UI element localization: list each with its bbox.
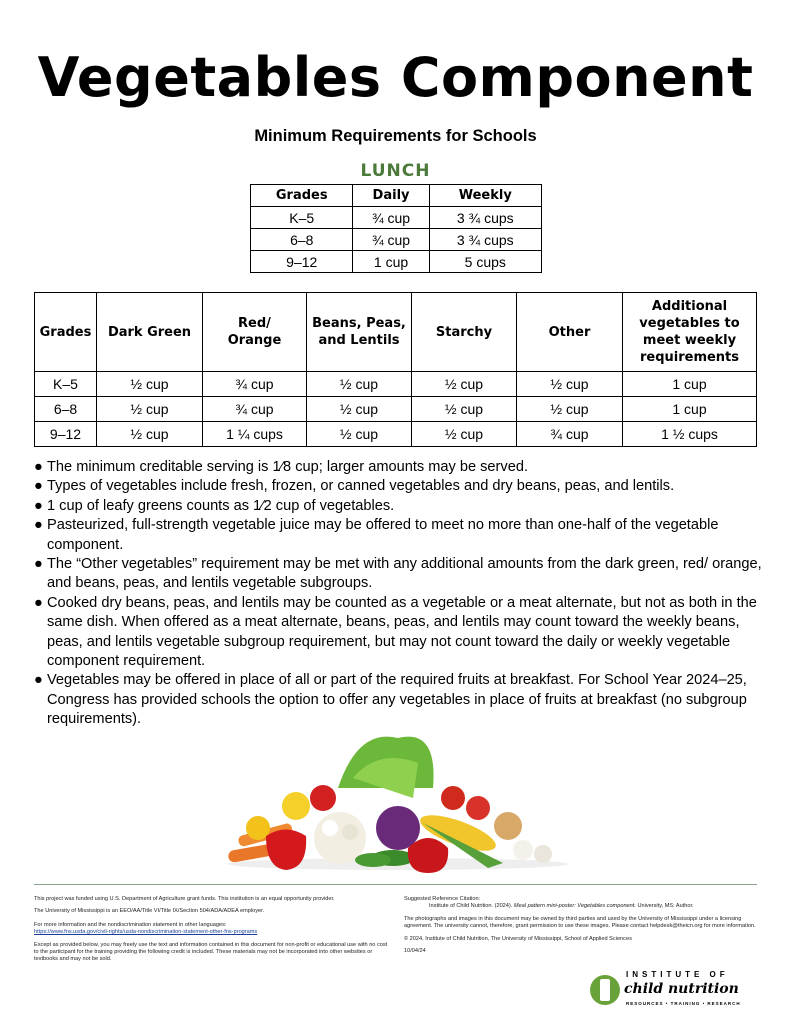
logo-bottle-icon xyxy=(588,970,624,1010)
list-item: ● Types of vegetables include fresh, frozen, or canned vegetables and dry beans, peas, and lentils. xyxy=(34,478,675,495)
vegetables-image xyxy=(218,728,578,873)
lunch-label: LUNCH xyxy=(360,161,431,181)
header-cell: Grades xyxy=(251,185,353,207)
header-cell: Weekly xyxy=(429,185,541,207)
logo-tagline: RESOURCES • TRAINING • RESEARCH xyxy=(626,1001,741,1006)
table-row: 9–12 1 cup 5 cups xyxy=(251,251,542,273)
header-cell: Grades xyxy=(35,293,97,372)
list-item: ● Vegetables may be offered in place of all or part of the required fruits at breakfast. For School Year 2024–25, Congress has provided schools the option to offer any vegetables in place of fruits at breakfast (no subgroup requirements). xyxy=(34,672,747,728)
table-row: 6–8 ½ cup ¾ cup ½ cup ½ cup ½ cup 1 cup xyxy=(35,397,757,422)
table-row: 6–8 ¾ cup 3 ¾ cups xyxy=(251,229,542,251)
list-item: ● The minimum creditable serving is 1⁄8 cup; larger amounts may be served. xyxy=(34,459,528,475)
header-cell: Other xyxy=(517,293,623,372)
notes-list xyxy=(34,458,764,730)
header-cell: Red/ Orange xyxy=(203,293,307,372)
list-item: ● Cooked dry beans, peas, and lentils may be counted as a vegetable or a meat alternate, but not as both in the same dish. When offered as a meat alternate, beans, peas, and lentils may count toward the weekly beans, peas, and lentils vegetable subgroup requirement, but may not count toward the daily or weekly vegetable component requirement. xyxy=(34,594,757,670)
footer-left: This project was funded using U.S. Department of Agriculture grant funds. This institution is an equal opportunity provider. The University of Mississippi is an EEO/AA/Title VI/Title IX/Section 504/ADA/ADEA employer. For more information and the nondiscrimination statement in other languages: https://www.fns.usda.gov/civil-rights/usda-nondiscrimination-statement-other-fns-programs Except as provided below, you may freely use the text and information contained in this document for non-profit or educational use with no cost to the participant for the training providing the following credit is included. These materials may not be incorporated into other websites or textbooks and may not be sold. xyxy=(34,896,388,963)
logo-top-text: INSTITUTE OF xyxy=(626,970,729,979)
page-title: Vegetables Component xyxy=(37,46,754,109)
subtitle: Minimum Requirements for Schools xyxy=(254,127,537,145)
footer-divider xyxy=(34,884,757,885)
footer-right: Suggested Reference Citation: Institute of Child Nutrition. (2024). Meal pattern mini-poster: Vegetables component. University, MS: Author. The photographs and images in this document may be owned by third parties and used by the University of Mississippi under a licensing agreement. The university cannot, therefore, grant permission to use these images. Please contact helpdesk@theicn.org for more information. © 2024, Institute of Child Nutrition, The University of Mississippi, School of Applied Sciences 10/04/24 xyxy=(404,896,756,955)
lunch-table xyxy=(250,184,542,273)
icn-logo xyxy=(588,970,768,1016)
list-item: ● The “Other vegetables” requirement may be met with any additional amounts from the dark green, red/ orange, and beans, peas, and lentils vegetable subgroups. xyxy=(34,556,762,592)
header-cell: Dark Green xyxy=(97,293,203,372)
header-cell: Daily xyxy=(353,185,429,207)
list-item: ● Pasteurized, full-strength vegetable juice may be offered to meet no more than one-half of the vegetable component. xyxy=(34,517,719,553)
logo-main-text: child nutrition xyxy=(624,981,739,997)
table-row: 9–12 ½ cup 1 ¼ cups ½ cup ½ cup ¾ cup 1 ½ cups xyxy=(35,422,757,447)
header-cell: Starchy xyxy=(412,293,517,372)
table-row: K–5 ¾ cup 3 ¾ cups xyxy=(251,207,542,229)
table-row: K–5 ½ cup ¾ cup ½ cup ½ cup ½ cup 1 cup xyxy=(35,372,757,397)
nondiscrimination-link[interactable]: https://www.fns.usda.gov/civil-rights/usda-nondiscrimination-statement-other-fns-programs xyxy=(34,929,258,936)
header-cell: Additional vegetables to meet weekly requirements xyxy=(623,293,757,372)
list-item: ● 1 cup of leafy greens counts as 1⁄2 cup of vegetables. xyxy=(34,497,395,514)
subgroup-table xyxy=(34,292,757,447)
header-cell: Beans, Peas, and Lentils xyxy=(307,293,412,372)
